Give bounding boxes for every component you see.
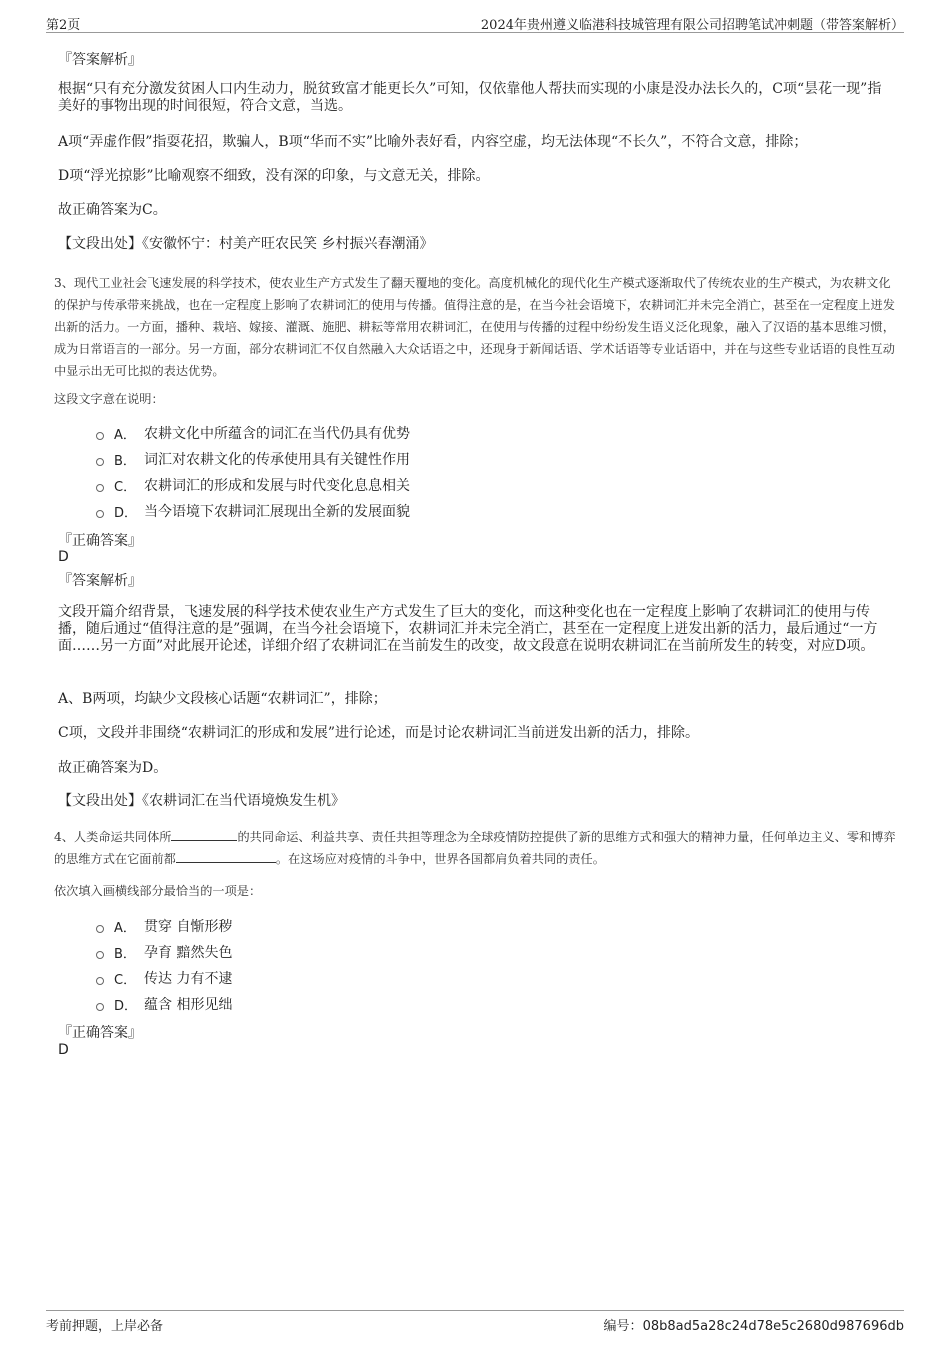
analysis-label: 『答案解析』 (58, 52, 142, 68)
option-letter: B． (114, 946, 136, 962)
radio-icon[interactable] (96, 951, 104, 959)
fill-blank (171, 828, 237, 841)
option-text: 词汇对农耕文化的传承使用具有关键性作用 (144, 452, 410, 468)
page-number: 第2页 (46, 18, 81, 33)
radio-icon[interactable] (96, 1003, 104, 1011)
radio-icon[interactable] (96, 484, 104, 492)
option-b[interactable] (96, 942, 232, 962)
radio-icon[interactable] (96, 458, 104, 466)
document-code (604, 1315, 904, 1334)
option-c[interactable] (96, 968, 232, 988)
analysis-paragraph: 故正确答案为C。 (58, 202, 167, 218)
page-footer (46, 1310, 904, 1333)
option-text: 孕育 黯然失色 (144, 945, 233, 961)
radio-icon[interactable] (96, 977, 104, 985)
option-a[interactable] (96, 423, 410, 443)
correct-answer: D (58, 1042, 69, 1058)
option-letter: D． (114, 998, 138, 1014)
question-stem: 3、现代工业社会飞速发展的科学技术，使农业生产方式发生了翻天覆地的变化。高度机械化的现代化生产模式逐渐取代了传统农业的生产模式，为农耕文化的保护与传承带来挑战，也在一定程度上影响了农耕词汇的使用与传播。值得注意的是，在当今社会语境下，农耕词汇并未完全消亡，甚至在一定程度上迸发出新的活力。一方面，播种、栽培、嫁接、灌溉、施肥、耕耘等常用农耕词汇，在使用与传播的过程中纷纷发生语义泛化现象，融入了汉语的基本思维习惯，成为日常语言的一部分。另一方面，部分农耕词汇不仅自然融入大众话语之中，还现身于新闻话语、学术话语等专业话语中，并在与这些专业话语的良性互动中显示出无可比拟的表达优势。 (54, 276, 895, 378)
analysis-paragraph: 根据“只有充分激发贫困人口内生动力，脱贫致富才能更长久”可知，仅依靠他人帮扶而实现的小康是没办法长久的，C项“昙花一现”指美好的事物出现的时间很短，符合文意，当选。 (58, 81, 882, 114)
code-label: 编号： (603, 1319, 643, 1334)
code-value: 08b8ad5a28c24d78e5c2680d987696db (642, 1319, 904, 1334)
option-text: 农耕文化中所蕴含的词汇在当代仍具有优势 (144, 426, 410, 442)
stem-text: 4、人类命运共同体所 (54, 830, 172, 844)
radio-icon[interactable] (96, 432, 104, 440)
stem-text: 的共同命运、利益共享、责任共担等理念为全球疫情防控提供了新的思维方式和强大的精神力量，任何单边主义、零和博弈的思维方式在它面前都 (54, 830, 896, 866)
option-letter: A． (114, 920, 136, 936)
option-text: 农耕词汇的形成和发展与时代变化息息相关 (144, 478, 410, 494)
radio-icon[interactable] (96, 510, 104, 518)
option-letter: A． (114, 427, 136, 443)
option-letter: C． (114, 479, 137, 495)
source-citation: 【文段出处】《农耕词汇在当代语境焕发生机》 (58, 793, 345, 809)
radio-icon[interactable] (96, 925, 104, 933)
document-title: 2024年贵州遵义临港科技城管理有限公司招聘笔试冲刺题（带答案解析） (480, 18, 904, 33)
page-header (46, 14, 904, 33)
option-a[interactable] (96, 916, 232, 936)
option-letter: C． (114, 972, 137, 988)
analysis-paragraph: 故正确答案为D。 (58, 760, 168, 776)
footer-slogan: 考前押题，上岸必备 (46, 1319, 164, 1334)
option-text: 蕴含 相形见绌 (144, 997, 233, 1013)
question-prompt: 依次填入画横线部分最恰当的一项是： (54, 884, 262, 898)
analysis-paragraph: C项，文段并非围绕“农耕词汇的形成和发展”进行论述，而是讨论农耕词汇当前迸发出新的活力，排除。 (58, 725, 700, 741)
option-d[interactable] (96, 501, 410, 521)
option-b[interactable] (96, 449, 410, 469)
option-text: 贯穿 自惭形秽 (144, 919, 233, 935)
option-letter: B． (114, 453, 136, 469)
stem-text: 。在这场应对疫情的斗争中，世界各国都肩负着共同的责任。 (275, 852, 605, 866)
question-stem (54, 826, 896, 870)
option-d[interactable] (96, 994, 232, 1014)
analysis-paragraph: D项“浮光掠影”比喻观察不细致，没有深的印象，与文意无关，排除。 (58, 168, 490, 184)
option-letter: D． (114, 505, 138, 521)
fill-blank (176, 850, 276, 863)
analysis-label: 『答案解析』 (58, 573, 142, 589)
analysis-paragraph: A项“弄虚作假”指耍花招，欺骗人，B项“华而不实”比喻外表好看，内容空虚，均无法体现“不长久”，不符合文意，排除； (58, 134, 808, 150)
analysis-paragraph: 文段开篇介绍背景，飞速发展的科学技术使农业生产方式发生了巨大的变化，而这种变化也在一定程度上影响了农耕词汇的使用与传播，随后通过“值得注意的是”强调，在当今社会语境下，农耕词汇并未完全消亡，甚至在一定程度上迸发出新的活力，最后通过“一方面……另一方面”对此展开论述，详细介绍了农耕词汇在当前发生的改变，故文段意在说明农耕词汇在当前所发生的转变，对应D项。 (58, 604, 878, 654)
correct-answer-label: 『正确答案』 (58, 533, 142, 549)
option-c[interactable] (96, 475, 410, 495)
option-text: 当今语境下农耕词汇展现出全新的发展面貌 (144, 504, 410, 520)
analysis-paragraph: A、B两项，均缺少文段核心话题“农耕词汇”，排除； (58, 691, 387, 707)
correct-answer: D (58, 549, 69, 565)
correct-answer-label: 『正确答案』 (58, 1025, 142, 1041)
option-text: 传达 力有不逮 (144, 971, 233, 987)
question-prompt: 这段文字意在说明： (54, 392, 164, 406)
source-citation: 【文段出处】《安徽怀宁：村美产旺农民笑 乡村振兴春潮涌》 (58, 236, 434, 252)
